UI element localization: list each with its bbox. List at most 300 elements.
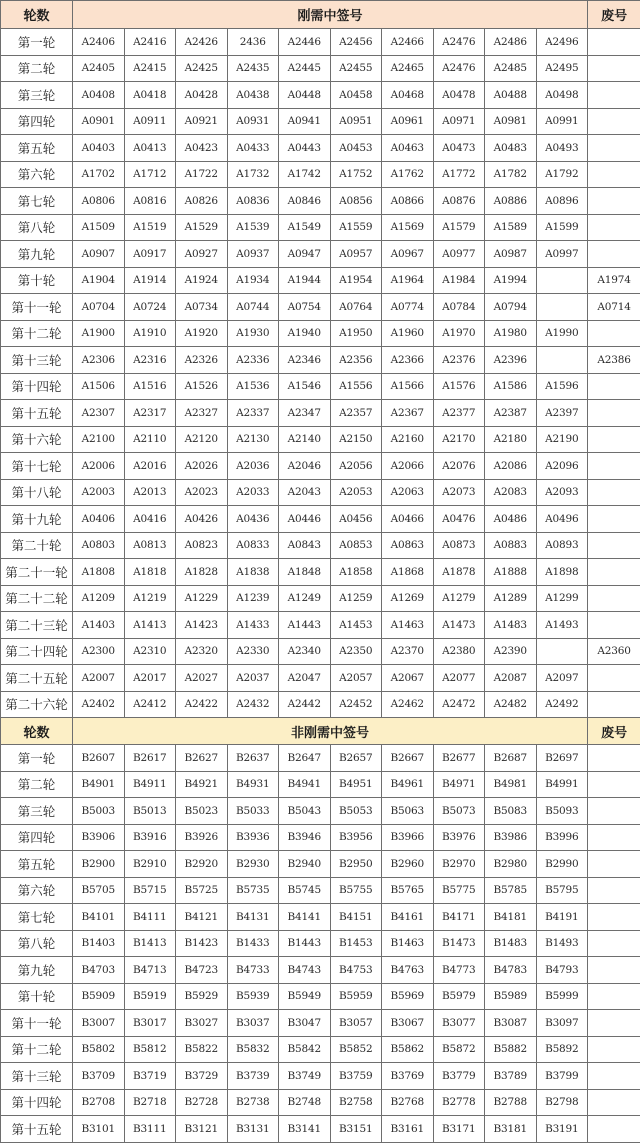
winning-number-cell: A2003: [73, 479, 125, 506]
winning-number-cell: A2310: [124, 638, 176, 665]
winning-number-cell: A1589: [485, 214, 537, 241]
rigid-demand-row: [1, 585, 640, 612]
winning-number-cell: A1506: [73, 373, 125, 400]
winning-number-cell: B3779: [433, 1063, 485, 1090]
winning-number-cell: B4121: [176, 904, 228, 931]
winning-number-cell: A2476: [433, 55, 485, 82]
winning-number-cell: B5959: [330, 983, 382, 1010]
winning-number-cell: A0957: [330, 241, 382, 268]
winning-number-cell: [536, 267, 588, 294]
non-rigid-demand-row: [1, 877, 640, 904]
winning-number-cell: A0863: [382, 532, 434, 559]
winning-number-cell: A0937: [227, 241, 279, 268]
rigid-demand-row: [1, 612, 640, 639]
winning-number-cell: A2412: [124, 691, 176, 718]
void-number-cell: [588, 426, 640, 453]
winning-number-cell: A2160: [382, 426, 434, 453]
winning-number-cell: B5812: [124, 1036, 176, 1063]
winning-number-cell: A2083: [485, 479, 537, 506]
winning-number-cell: B5852: [330, 1036, 382, 1063]
winning-number-cell: A2063: [382, 479, 434, 506]
winning-number-cell: B3976: [433, 824, 485, 851]
winning-number-cell: A2036: [227, 453, 279, 480]
void-number-cell: [588, 585, 640, 612]
non-rigid-demand-row: [1, 1089, 640, 1116]
winning-number-cell: A0921: [176, 108, 228, 135]
winning-number-cell: B5969: [382, 983, 434, 1010]
winning-number-cell: A0423: [176, 135, 228, 162]
winning-number-cell: B3956: [330, 824, 382, 851]
void-number-cell: [588, 506, 640, 533]
winning-number-cell: A1259: [330, 585, 382, 612]
winning-number-cell: B5775: [433, 877, 485, 904]
winning-number-cell: A0496: [536, 506, 588, 533]
winning-number-cell: B4763: [382, 957, 434, 984]
winning-number-cell: B3181: [485, 1116, 537, 1143]
round-label: 第四轮: [1, 108, 73, 135]
winning-number-cell: A2047: [279, 665, 331, 692]
winning-number-cell: A0406: [73, 506, 125, 533]
void-number-cell: [588, 665, 640, 692]
winning-number-cell: A1712: [124, 161, 176, 188]
winning-number-cell: A0418: [124, 82, 176, 109]
non-rigid-demand-row: [1, 1010, 640, 1037]
winning-number-cell: A1848: [279, 559, 331, 586]
non-rigid-demand-row: [1, 1116, 640, 1143]
winning-number-cell: A2432: [227, 691, 279, 718]
winning-number-cell: B4931: [227, 771, 279, 798]
winning-number-cell: A1516: [124, 373, 176, 400]
round-label: 第二十三轮: [1, 612, 73, 639]
winning-number-cell: A0987: [485, 241, 537, 268]
round-label: 第九轮: [1, 957, 73, 984]
winning-number-cell: B5033: [227, 798, 279, 825]
winning-number-cell: A2390: [485, 638, 537, 665]
rigid-demand-row: [1, 506, 640, 533]
winning-number-cell: A2456: [330, 29, 382, 56]
winning-number-cell: A1536: [227, 373, 279, 400]
winning-number-cell: B3996: [536, 824, 588, 851]
winning-number-cell: B4981: [485, 771, 537, 798]
winning-number-cell: B4773: [433, 957, 485, 984]
winning-number-cell: A1914: [124, 267, 176, 294]
winning-number-cell: A0896: [536, 188, 588, 215]
winning-number-cell: A1539: [227, 214, 279, 241]
winning-number-cell: B3111: [124, 1116, 176, 1143]
winning-number-cell: A2300: [73, 638, 125, 665]
winning-number-cell: A1960: [382, 320, 434, 347]
void-number-cell: [588, 904, 640, 931]
winning-number-cell: A1463: [382, 612, 434, 639]
round-label: 第二十一轮: [1, 559, 73, 586]
winning-number-cell: A1596: [536, 373, 588, 400]
winning-number-cell: A0416: [124, 506, 176, 533]
round-label: 第五轮: [1, 851, 73, 878]
winning-number-cell: A2452: [330, 691, 382, 718]
winning-number-cell: A1239: [227, 585, 279, 612]
winning-number-cell: A2367: [382, 400, 434, 427]
winning-number-cell: A1526: [176, 373, 228, 400]
winning-number-cell: B5755: [330, 877, 382, 904]
winning-number-cell: A0876: [433, 188, 485, 215]
winning-number-cell: B5715: [124, 877, 176, 904]
winning-number-cell: A0438: [227, 82, 279, 109]
round-label: 第一轮: [1, 745, 73, 772]
winning-number-cell: A2327: [176, 400, 228, 427]
winning-number-cell: A0468: [382, 82, 434, 109]
winning-number-cell: B1423: [176, 930, 228, 957]
winning-number-cell: B3769: [382, 1063, 434, 1090]
void-number-cell: [588, 1089, 640, 1116]
winning-number-cell: A0917: [124, 241, 176, 268]
winning-number-cell: A1980: [485, 320, 537, 347]
winning-number-cell: B2758: [330, 1089, 382, 1116]
winning-number-cell: B5822: [176, 1036, 228, 1063]
winning-number-cell: A1944: [279, 267, 331, 294]
winning-number-cell: B4723: [176, 957, 228, 984]
winning-number-cell: B5043: [279, 798, 331, 825]
winning-number-cell: A0403: [73, 135, 125, 162]
round-label: 第十七轮: [1, 453, 73, 480]
winning-number-cell: A2337: [227, 400, 279, 427]
winning-number-cell: B2647: [279, 745, 331, 772]
winning-number-cell: B3027: [176, 1010, 228, 1037]
void-number-cell: [588, 798, 640, 825]
winning-number-cell: A1529: [176, 214, 228, 241]
winning-number-cell: A1473: [433, 612, 485, 639]
winning-number-cell: B2708: [73, 1089, 125, 1116]
winning-number-cell: A1904: [73, 267, 125, 294]
rigid-demand-row: [1, 241, 640, 268]
rigid-demand-row: [1, 400, 640, 427]
winning-number-cell: A1702: [73, 161, 125, 188]
round-label: 第十四轮: [1, 373, 73, 400]
non-rigid-demand-header-row: [1, 718, 640, 745]
non-rigid-demand-row: [1, 957, 640, 984]
winning-number-cell: A2307: [73, 400, 125, 427]
winning-number-cell: B3719: [124, 1063, 176, 1090]
winning-number-cell: A1509: [73, 214, 125, 241]
winning-number-cell: A2416: [124, 29, 176, 56]
void-number-cell: [588, 453, 640, 480]
winning-number-cell: B2718: [124, 1089, 176, 1116]
winning-number-cell: A1586: [485, 373, 537, 400]
winning-number-cell: A2110: [124, 426, 176, 453]
winning-number-cell: A0951: [330, 108, 382, 135]
winning-number-cell: B3131: [227, 1116, 279, 1143]
winning-number-cell: B1483: [485, 930, 537, 957]
winning-number-cell: A1808: [73, 559, 125, 586]
void-number-cell: [588, 1010, 640, 1037]
winning-number-cell: A1940: [279, 320, 331, 347]
rigid-demand-row: [1, 347, 640, 374]
winning-number-cell: B2950: [330, 851, 382, 878]
winning-number-cell: A0823: [176, 532, 228, 559]
winning-number-cell: A0704: [73, 294, 125, 321]
winning-number-cell: A0453: [330, 135, 382, 162]
winning-number-cell: B3077: [433, 1010, 485, 1037]
winning-number-cell: A0433: [227, 135, 279, 162]
winning-number-cell: A0846: [279, 188, 331, 215]
rigid-demand-row: [1, 691, 640, 718]
winning-number-cell: B2748: [279, 1089, 331, 1116]
winning-number-cell: A0478: [433, 82, 485, 109]
winning-number-cell: B3067: [382, 1010, 434, 1037]
winning-number-cell: B2910: [124, 851, 176, 878]
round-column-header: 轮数: [1, 1, 73, 29]
winning-number-cell: B4911: [124, 771, 176, 798]
winning-number-cell: A0941: [279, 108, 331, 135]
winning-number-cell: B3936: [227, 824, 279, 851]
winning-number-cell: A2465: [382, 55, 434, 82]
winning-number-cell: A2130: [227, 426, 279, 453]
rigid-demand-row: [1, 29, 640, 56]
winning-number-cell: B1463: [382, 930, 434, 957]
winning-number-cell: B3007: [73, 1010, 125, 1037]
winning-number-cell: A2406: [73, 29, 125, 56]
winning-number-cell: A1742: [279, 161, 331, 188]
winning-number-cell: B2980: [485, 851, 537, 878]
winning-number-cell: A0764: [330, 294, 382, 321]
winning-number-cell: A1219: [124, 585, 176, 612]
round-label: 第十六轮: [1, 426, 73, 453]
winning-number-cell: A2356: [330, 347, 382, 374]
winning-number-cell: A0806: [73, 188, 125, 215]
rigid-demand-row: [1, 135, 640, 162]
winning-number-cell: B2687: [485, 745, 537, 772]
winning-number-cell: A1924: [176, 267, 228, 294]
winning-number-cell: B3047: [279, 1010, 331, 1037]
winning-number-cell: A1229: [176, 585, 228, 612]
round-label: 第二十二轮: [1, 585, 73, 612]
winning-number-cell: B4743: [279, 957, 331, 984]
winning-number-cell: A2046: [279, 453, 331, 480]
winning-number-cell: A2476: [433, 29, 485, 56]
winning-number-cell: A2377: [433, 400, 485, 427]
winning-number-cell: B3017: [124, 1010, 176, 1037]
winning-number-cell: A2485: [485, 55, 537, 82]
winning-number-cell: B3037: [227, 1010, 279, 1037]
winning-number-cell: A2053: [330, 479, 382, 506]
winning-number-cell: B1453: [330, 930, 382, 957]
winning-number-cell: B4111: [124, 904, 176, 931]
winning-number-cell: A0463: [382, 135, 434, 162]
winning-number-cell: B3789: [485, 1063, 537, 1090]
winning-number-cell: B4753: [330, 957, 382, 984]
winning-number-cell: B3087: [485, 1010, 537, 1037]
winning-number-cell: B2900: [73, 851, 125, 878]
winning-number-cell: A2017: [124, 665, 176, 692]
winning-number-cell: B2960: [382, 851, 434, 878]
winning-number-cell: A2492: [536, 691, 588, 718]
winning-number-cell: B2697: [536, 745, 588, 772]
winning-number-cell: A2006: [73, 453, 125, 480]
rigid-demand-winning-numbers-header: 刚需中签号: [73, 1, 588, 29]
winning-number-cell: B5802: [73, 1036, 125, 1063]
winning-number-cell: A2043: [279, 479, 331, 506]
round-label: 第二十五轮: [1, 665, 73, 692]
void-number-cell: [588, 957, 640, 984]
winning-number-cell: A0907: [73, 241, 125, 268]
winning-number-cell: A0754: [279, 294, 331, 321]
winning-number-cell: A2425: [176, 55, 228, 82]
winning-number-cell: B2768: [382, 1089, 434, 1116]
round-label: 第六轮: [1, 877, 73, 904]
winning-number-cell: A1828: [176, 559, 228, 586]
winning-number-cell: A2445: [279, 55, 331, 82]
round-label: 第四轮: [1, 824, 73, 851]
winning-number-cell: B5023: [176, 798, 228, 825]
winning-number-cell: A1934: [227, 267, 279, 294]
winning-number-cell: A1519: [124, 214, 176, 241]
winning-number-cell: B5083: [485, 798, 537, 825]
round-label: 第二十轮: [1, 532, 73, 559]
round-column-header: 轮数: [1, 718, 73, 745]
round-label: 第一轮: [1, 29, 73, 56]
winning-number-cell: A2056: [330, 453, 382, 480]
winning-number-cell: A2482: [485, 691, 537, 718]
winning-number-cell: A0816: [124, 188, 176, 215]
winning-number-cell: B2637: [227, 745, 279, 772]
winning-number-cell: B3097: [536, 1010, 588, 1037]
winning-number-cell: A1752: [330, 161, 382, 188]
round-label: 第八轮: [1, 930, 73, 957]
winning-number-cell: A0446: [279, 506, 331, 533]
round-label: 第七轮: [1, 904, 73, 931]
winning-number-cell: A1423: [176, 612, 228, 639]
winning-number-cell: 2436: [227, 29, 279, 56]
winning-number-cell: A1269: [382, 585, 434, 612]
void-number-cell: [588, 559, 640, 586]
winning-number-cell: B4131: [227, 904, 279, 931]
non-rigid-demand-row: [1, 745, 640, 772]
void-number-cell: [588, 983, 640, 1010]
winning-number-cell: A2366: [382, 347, 434, 374]
rigid-demand-row: [1, 453, 640, 480]
winning-number-cell: A0971: [433, 108, 485, 135]
winning-number-cell: B3161: [382, 1116, 434, 1143]
rigid-demand-row: [1, 426, 640, 453]
winning-number-cell: A0873: [433, 532, 485, 559]
winning-number-cell: A0458: [330, 82, 382, 109]
winning-number-cell: B1413: [124, 930, 176, 957]
winning-number-cell: A0443: [279, 135, 331, 162]
winning-number-cell: A2442: [279, 691, 331, 718]
winning-number-cell: A0886: [485, 188, 537, 215]
winning-number-cell: A1599: [536, 214, 588, 241]
rigid-demand-row: [1, 665, 640, 692]
winning-number-cell: B3739: [227, 1063, 279, 1090]
rigid-demand-row: [1, 214, 640, 241]
rigid-demand-row: [1, 82, 640, 109]
winning-number-cell: A2446: [279, 29, 331, 56]
winning-number-cell: B2990: [536, 851, 588, 878]
winning-number-cell: A0927: [176, 241, 228, 268]
winning-number-cell: B2970: [433, 851, 485, 878]
round-label: 第八轮: [1, 214, 73, 241]
round-label: 第二轮: [1, 55, 73, 82]
winning-number-cell: A1433: [227, 612, 279, 639]
winning-number-cell: B1433: [227, 930, 279, 957]
winning-number-cell: A2150: [330, 426, 382, 453]
round-label: 第十三轮: [1, 1063, 73, 1090]
winning-number-cell: A1483: [485, 612, 537, 639]
winning-number-cell: A2405: [73, 55, 125, 82]
winning-number-cell: B5909: [73, 983, 125, 1010]
void-number-cell: A0714: [588, 294, 640, 321]
round-label: 第十九轮: [1, 506, 73, 533]
winning-number-cell: A2096: [536, 453, 588, 480]
winning-number-cell: A1209: [73, 585, 125, 612]
winning-number-cell: B4181: [485, 904, 537, 931]
winning-number-cell: A2140: [279, 426, 331, 453]
round-label: 第六轮: [1, 161, 73, 188]
winning-number-cell: A0724: [124, 294, 176, 321]
winning-number-cell: B2657: [330, 745, 382, 772]
void-number-cell: [588, 29, 640, 56]
winning-number-cell: B3759: [330, 1063, 382, 1090]
winning-number-cell: A1930: [227, 320, 279, 347]
winning-number-cell: A0961: [382, 108, 434, 135]
winning-number-cell: B2920: [176, 851, 228, 878]
winning-number-cell: A1920: [176, 320, 228, 347]
rigid-demand-row: [1, 479, 640, 506]
winning-number-cell: A0901: [73, 108, 125, 135]
winning-number-cell: B5979: [433, 983, 485, 1010]
winning-number-cell: A2076: [433, 453, 485, 480]
winning-number-cell: B5093: [536, 798, 588, 825]
winning-number-cell: A1990: [536, 320, 588, 347]
winning-number-cell: A0843: [279, 532, 331, 559]
winning-number-cell: A2396: [485, 347, 537, 374]
rigid-demand-row: [1, 320, 640, 347]
winning-number-cell: A0833: [227, 532, 279, 559]
winning-number-cell: A0997: [536, 241, 588, 268]
winning-number-cell: A0456: [330, 506, 382, 533]
winning-number-cell: A0408: [73, 82, 125, 109]
round-label: 第十二轮: [1, 1036, 73, 1063]
winning-number-cell: A1762: [382, 161, 434, 188]
winning-number-cell: A2170: [433, 426, 485, 453]
void-number-cell: [588, 108, 640, 135]
winning-number-cell: A2330: [227, 638, 279, 665]
winning-number-cell: B3121: [176, 1116, 228, 1143]
round-label: 第十三轮: [1, 347, 73, 374]
winning-number-cell: B2798: [536, 1089, 588, 1116]
non-rigid-demand-row: [1, 771, 640, 798]
round-label: 第十八轮: [1, 479, 73, 506]
winning-number-cell: A2340: [279, 638, 331, 665]
winning-number-cell: B3749: [279, 1063, 331, 1090]
rigid-demand-row: [1, 267, 640, 294]
winning-number-cell: A2066: [382, 453, 434, 480]
void-number-cell: [588, 82, 640, 109]
winning-number-cell: B3057: [330, 1010, 382, 1037]
winning-number-cell: A0774: [382, 294, 434, 321]
void-number-cell: A2360: [588, 638, 640, 665]
winning-number-cell: A1888: [485, 559, 537, 586]
winning-number-cell: A1964: [382, 267, 434, 294]
winning-number-cell: B1493: [536, 930, 588, 957]
winning-number-cell: A1413: [124, 612, 176, 639]
winning-number-cell: A2027: [176, 665, 228, 692]
void-number-cell: [588, 479, 640, 506]
winning-number-cell: A0493: [536, 135, 588, 162]
winning-number-cell: A1299: [536, 585, 588, 612]
winning-number-cell: A2347: [279, 400, 331, 427]
winning-number-cell: A1984: [433, 267, 485, 294]
non-rigid-demand-row: [1, 930, 640, 957]
